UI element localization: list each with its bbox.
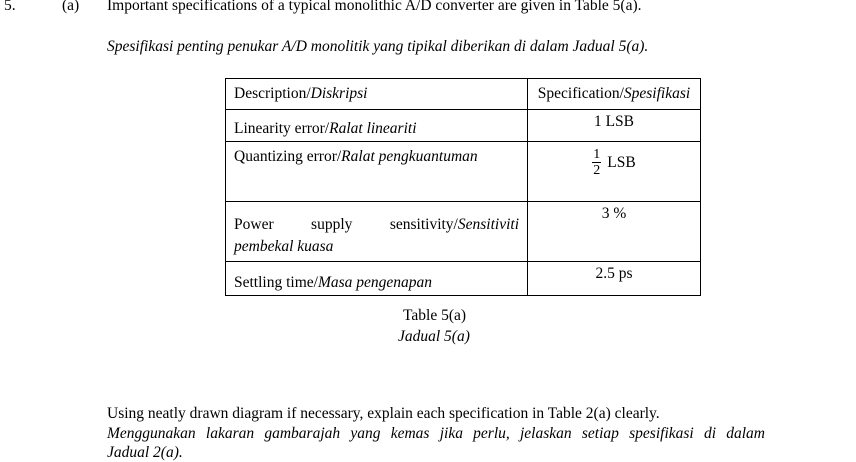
table-row <box>226 142 701 202</box>
fraction-half: $\frac{1}{2}$ <box>593 147 601 178</box>
table-row <box>226 202 701 262</box>
table-row <box>226 110 701 142</box>
row-description: Power supply sensitivity/Sensitiviti pembekal kuasa <box>226 202 528 262</box>
intro-malay: Spesifikasi penting penukar A/D monolitik yang tipikal diberikan di dalam Jadual 5(a). <box>107 38 649 55</box>
row-description: Settling time/Masa pengenapan <box>226 262 528 296</box>
row-description: Quantizing error/Ralat pengkuantuman <box>226 142 528 202</box>
row-description: Linearity error/Ralat lineariti <box>226 110 528 142</box>
table-caption-malay: Jadual 5(a) <box>398 328 470 345</box>
instruction-malay: Menggunakan lakaran gambarajah yang kemas jika perlu, jelaskan setiap spesifikasi di dalam <box>107 425 765 442</box>
table-caption: Table 5(a) <box>403 307 467 324</box>
intro-english: Important specifications of a typical monolithic A/D converter are given in Table 5(a). <box>107 0 642 14</box>
header-description: Description/Diskripsi <box>226 79 528 110</box>
table-header-row <box>226 79 701 110</box>
header-specification: Specification/Spesifikasi <box>528 79 701 110</box>
instruction-malay-continued: Jadual 2(a). <box>107 444 183 461</box>
question-part: (a) <box>62 0 80 14</box>
instruction-english: Using neatly drawn diagram if necessary, explain each specification in Table 2(a) clearly. <box>107 405 660 422</box>
row-value: 3 % <box>528 202 701 262</box>
question-number: 5. <box>4 0 16 14</box>
specification-table <box>225 78 701 296</box>
row-value: $\frac{1}{2}$ LSB <box>528 142 701 202</box>
table-row <box>226 262 701 296</box>
row-value: 2.5 ps <box>528 262 701 296</box>
row-value: 1 LSB <box>528 110 701 142</box>
